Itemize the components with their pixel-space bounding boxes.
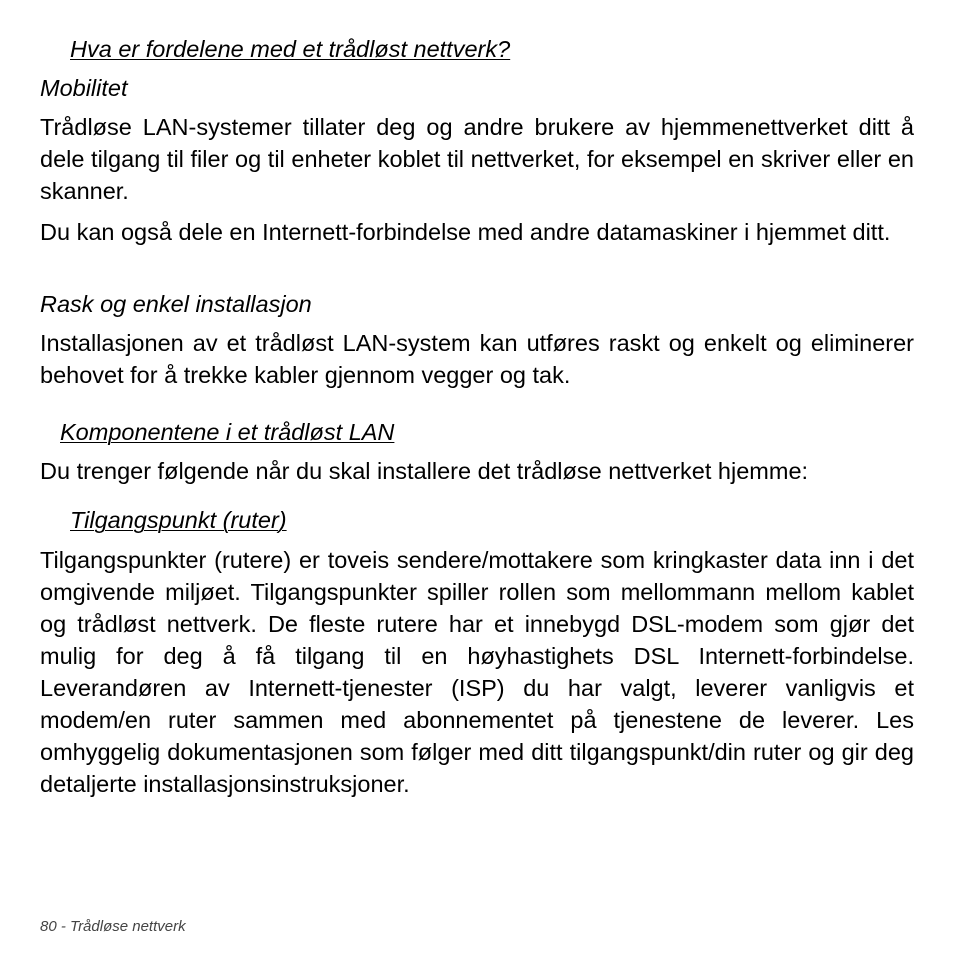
subheading-mobility: Mobilitet xyxy=(40,75,128,101)
subheading-quick-installation: Rask og enkel installasjon xyxy=(40,291,312,317)
paragraph-installation: Installasjonen av et trådløst LAN-system kan utføres raskt og enkelt og eliminerer behovet for å trekke kabler gjennom vegger og tak. xyxy=(40,330,914,388)
paragraph-mobility-2: Du kan også dele en Internett-forbindelse med andre datamaskiner i hjemmet ditt. xyxy=(40,219,891,245)
paragraph-mobility-1: Trådløse LAN-systemer tillater deg og andre brukere av hjemmenettverket ditt å dele tilgang til filer og til enheter koblet til nettverket, for eksempel en skriver eller en skanner. xyxy=(40,114,914,204)
paragraph-access-point: Tilgangspunkter (rutere) er toveis sendere/mottakere som kringkaster data inn i det omgivende miljøet. Tilgangspunkter spiller rollen som mellommann mellom kablet og trådløst nettverk. De fleste rutere har et innebygd DSL-modem som gjør det mulig for deg å få tilgang til en høyhastighets DSL Internett-forbindelse. Leverandøren av Internett-tjenester (ISP) du har valgt, leverer vanligvis et modem/en ruter sammen med abonnementet på tjenestene de leverer. Les omhyggelig dokumentasjonen som følger med ditt tilgangspunkt/din ruter og gir deg detaljerte installasjonsinstruksjoner. xyxy=(40,547,914,797)
page-footer: 80 - Trådløse nettverk xyxy=(40,918,186,935)
section-heading-wireless-benefits: Hva er fordelene med et trådløst nettverk? xyxy=(70,36,511,62)
section-heading-access-point: Tilgangspunkt (ruter) xyxy=(70,507,287,533)
section-heading-wireless-components: Komponentene i et trådløst LAN xyxy=(60,419,395,445)
paragraph-components-intro: Du trenger følgende når du skal installere det trådløse nettverket hjemme: xyxy=(40,458,809,484)
